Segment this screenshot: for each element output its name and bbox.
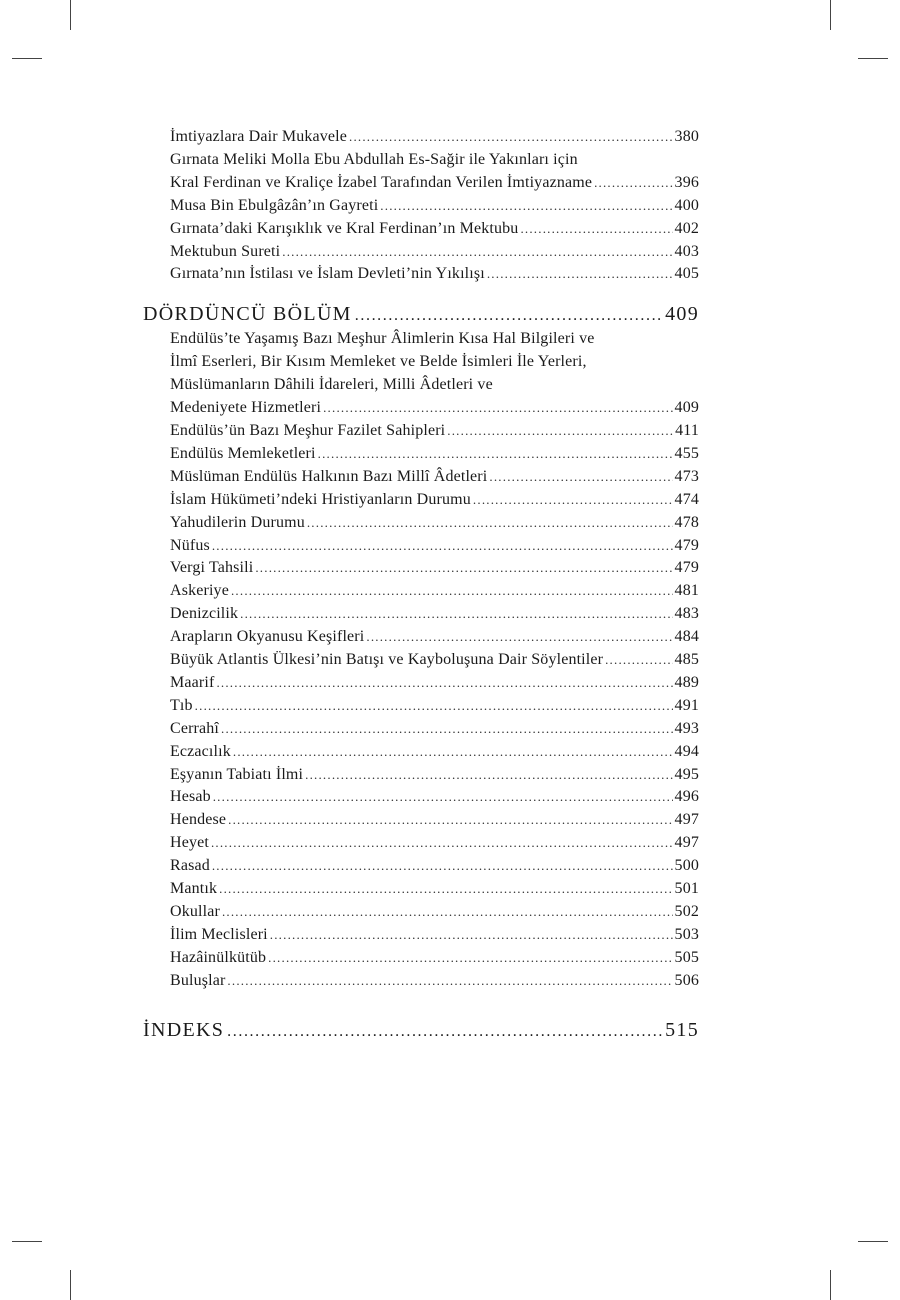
toc-entry-title: Endülüs Memleketleri [170,444,316,462]
crop-mark-top-right [830,0,831,30]
toc-entry-page: 497 [674,811,699,829]
toc-entry-page: 473 [674,467,699,485]
toc-entry[interactable] [143,855,699,878]
toc-entry-page: 503 [674,925,699,943]
toc-entry-page: 455 [674,444,699,462]
dot-leader [221,718,673,741]
toc-entry-title: Gırnata’nın İstilası ve İslam Devleti’nin Yıkılışı [170,265,485,283]
toc-entry[interactable] [143,809,699,832]
toc-entry[interactable] [143,947,699,970]
index-heading[interactable] [143,1018,699,1044]
toc-entry-page: 506 [674,971,699,989]
chapter-intro-line: Endülüs’te Yaşamış Bazı Meşhur Âlimlerin Kısa Hal Bilgileri ve [170,330,595,348]
toc-entry-page: 403 [674,242,699,260]
crop-mark-right-bottom [858,1241,888,1242]
toc-entry-title: Hesab [170,788,211,806]
table-of-contents [143,126,699,1044]
toc-entry[interactable] [143,420,699,443]
dot-leader [219,878,672,901]
toc-entry-page: 496 [674,788,699,806]
dot-leader [605,649,672,672]
toc-entry-title: Cerrahî [170,719,220,737]
toc-entry[interactable] [143,557,699,580]
dot-leader [349,126,673,149]
dot-leader [212,535,673,558]
toc-entry-page: 409 [674,399,699,417]
dot-leader [489,466,672,489]
dot-leader [307,512,673,535]
dot-leader [212,855,673,878]
toc-entry[interactable] [143,126,699,149]
toc-entry-page: 400 [674,196,699,214]
dot-leader [594,172,672,195]
crop-mark-bottom-right [830,1270,831,1300]
toc-entry-page: 479 [674,536,699,554]
dot-leader [270,924,673,947]
toc-entry-page: 411 [675,421,699,439]
toc-entry[interactable] [143,263,699,286]
toc-entry[interactable] [143,970,699,993]
toc-entry[interactable] [143,172,699,195]
dot-leader [211,832,673,855]
dot-leader [487,263,673,286]
toc-entry-page: 493 [674,719,699,737]
toc-entry-page: 483 [674,605,699,623]
dot-leader [255,557,672,580]
crop-mark-bottom-left [70,1270,71,1300]
toc-entry-title: Eşyanın Tabiatı İlmi [170,765,304,783]
dot-leader [323,397,672,420]
toc-entry-page: 494 [674,742,699,760]
crop-mark-left-bottom [12,1241,42,1242]
chapter-title: DÖRDÜNCÜ BÖLÜM [143,303,352,326]
toc-entry[interactable] [143,535,699,558]
toc-entry[interactable] [143,832,699,855]
toc-entry-page: 396 [674,173,699,191]
toc-entry-page: 479 [674,559,699,577]
toc-entry-title: İslam Hükümeti’ndeki Hristiyanların Durumu [170,490,471,508]
toc-entry-title: Tıb [170,696,193,714]
toc-entry-title: Arapların Okyanusu Keşifleri [170,628,365,646]
dot-leader [282,241,672,264]
toc-entry-title: Askeriye [170,582,229,600]
toc-entry[interactable] [143,695,699,718]
toc-entry-title: Buluşlar [170,971,226,989]
toc-entry-page: 484 [674,628,699,646]
dot-leader [195,695,673,718]
toc-entry-page: 495 [674,765,699,783]
dot-leader [240,603,672,626]
toc-entry[interactable] [143,466,699,489]
toc-entry[interactable] [143,218,699,241]
dot-leader [318,443,673,466]
toc-entry[interactable] [143,443,699,466]
dot-leader [227,970,672,993]
toc-entry[interactable] [143,603,699,626]
dot-leader [268,947,672,970]
toc-entry-title: Eczacılık [170,742,231,760]
dot-leader [216,672,672,695]
toc-entry-title: Musa Bin Ebulgâzân’ın Gayreti [170,196,379,214]
dot-leader [231,580,673,603]
toc-entry-page: 491 [674,696,699,714]
toc-entry-title: Mantık [170,880,218,898]
toc-entry[interactable] [143,672,699,695]
toc-entry-title: Yahudilerin Durumu [170,513,305,531]
toc-entry[interactable] [143,195,699,218]
toc-entry[interactable] [143,878,699,901]
toc-entry-title: İmtiyazlara Dair Mukavele [170,128,347,145]
toc-entry[interactable] [143,718,699,741]
toc-entry-title: Müslüman Endülüs Halkının Bazı Millî Âdetleri [170,467,488,485]
toc-entry-title: Kral Ferdinan ve Kraliçe İzabel Tarafından Verilen İmtiyazname [170,173,593,191]
chapter-heading[interactable] [143,302,699,328]
dot-leader [222,901,673,924]
crop-mark-top-left [70,0,71,30]
toc-entry-title: Hazâinülkütüb [170,948,267,966]
toc-entry-title: Maarif [170,673,215,691]
dot-leader [227,1020,662,1044]
toc-entry-page: 489 [674,673,699,691]
crop-mark-right-top [858,58,888,59]
toc-entry[interactable] [143,626,699,649]
toc-entry-title: Nüfus [170,536,210,554]
toc-entry-title: Medeniyete Hizmetleri [170,399,322,417]
dot-leader [366,626,672,649]
toc-entry[interactable] [143,397,699,420]
toc-entry[interactable] [143,741,699,764]
toc-entry-page: 497 [674,834,699,852]
toc-entry-title: Gırnata’daki Karışıklık ve Kral Ferdinan’ın Mektubu [170,219,519,237]
toc-entry-title: Heyet [170,834,209,852]
toc-entry-page: 485 [674,651,699,669]
toc-entry-title: Vergi Tahsili [170,559,254,577]
toc-entry-title: Denizcilik [170,605,239,623]
toc-entry[interactable] [143,764,699,787]
dot-leader [355,304,662,328]
dot-leader [228,809,672,832]
dot-leader [213,786,673,809]
toc-entry-page: 501 [674,880,699,898]
dot-leader [305,764,672,787]
toc-entry-page: 505 [674,948,699,966]
toc-entry-title: Endülüs’ün Bazı Meşhur Fazilet Sahipleri [170,421,446,439]
toc-entry-page: 481 [674,582,699,600]
toc-entry-title: Rasad [170,857,210,875]
dot-leader [233,741,673,764]
crop-mark-left-top [12,58,42,59]
prev-section-entries [143,126,699,286]
index-page: 515 [665,1018,699,1041]
toc-entry[interactable] [143,649,699,672]
toc-entry-page: 500 [674,857,699,875]
index-title: İNDEKS [143,1018,225,1041]
toc-entry[interactable] [143,901,699,924]
toc-entry-page: 380 [674,128,699,145]
chapter4-entries [143,328,699,992]
toc-entry-title: Hendese [170,811,227,829]
dot-leader [380,195,672,218]
toc-entry-page: 405 [674,265,699,283]
chapter-intro-line: Müslümanların Dâhili İdareleri, Milli Âdetleri ve [170,376,493,394]
toc-entry[interactable] [143,489,699,512]
chapter-page: 409 [665,303,699,326]
chapter-intro-line: İlmî Eserleri, Bir Kısım Memleket ve Belde İsimleri İle Yerleri, [170,353,587,371]
dot-leader [447,420,673,443]
dot-leader [520,218,672,241]
toc-entry[interactable] [143,241,699,264]
toc-entry[interactable] [143,580,699,603]
toc-entry-page: 474 [674,490,699,508]
toc-entry[interactable] [143,786,699,809]
toc-entry-page: 402 [674,219,699,237]
toc-entry-title: Okullar [170,903,220,920]
toc-entry-page: 478 [674,513,699,531]
toc-entry-title: Mektubun Sureti [170,242,281,260]
toc-entry[interactable] [143,924,699,947]
toc-entry-title-line: Gırnata Meliki Molla Ebu Abdullah Es-Sağir ile Yakınları için [170,150,578,168]
toc-entry-title: İlim Meclisleri [170,925,268,943]
toc-entry[interactable] [143,512,699,535]
toc-entry-title: Büyük Atlantis Ülkesi’nin Batışı ve Kayboluşuna Dair Söylentiler [170,651,604,669]
toc-entry-page: 502 [674,903,699,920]
dot-leader [473,489,673,512]
